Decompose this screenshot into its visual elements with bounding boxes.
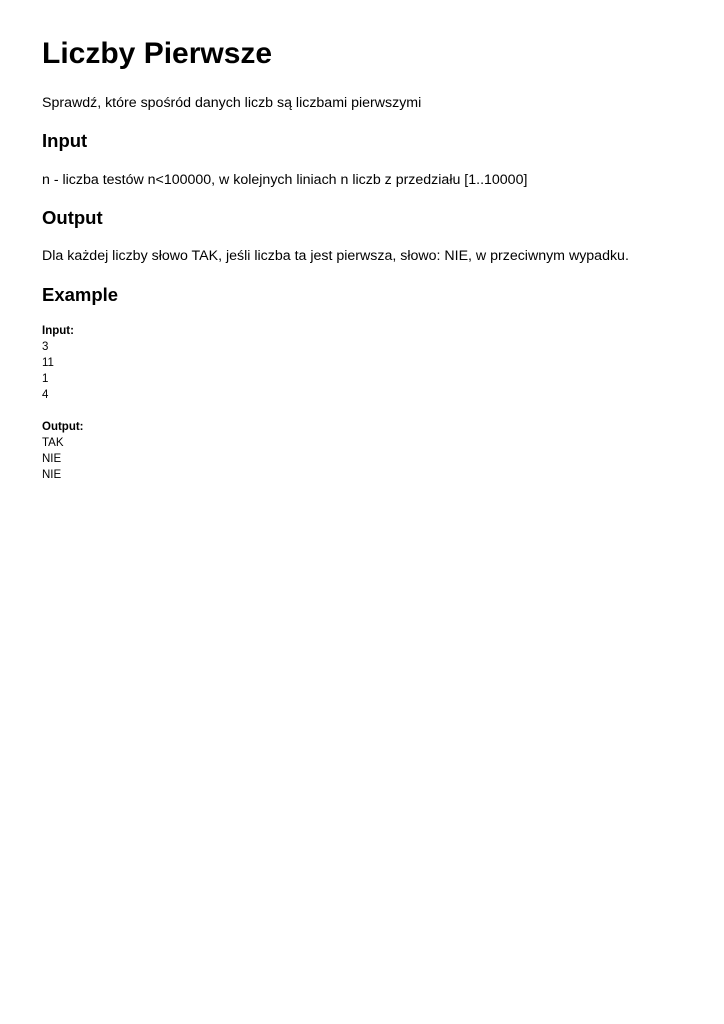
example-block [42, 323, 84, 483]
output-description: Dla każdej liczby słowo TAK, jeśli liczba ta jest pierwsza, słowo: NIE, w przeciwnym wypadku. [42, 248, 629, 264]
example-spacer [42, 403, 84, 419]
page-title: Liczby Pierwsze [42, 37, 273, 70]
output-heading: Output [42, 207, 103, 228]
input-description: n - liczba testów n<100000, w kolejnych liniach n liczb z przedziału [1..10000] [42, 172, 528, 188]
example-input-line: 4 [42, 389, 49, 401]
example-output-line: NIE [42, 453, 62, 465]
example-output-line: NIE [42, 469, 62, 481]
example-input-label: Input: [42, 325, 74, 337]
example-input-line: 11 [42, 357, 54, 369]
intro-text: Sprawdź, które spośród danych liczb są liczbami pierwszymi [42, 95, 422, 111]
example-output-line: TAK [42, 437, 64, 449]
example-heading: Example [42, 284, 119, 305]
example-input-line: 3 [42, 341, 49, 353]
example-output-label: Output: [42, 421, 84, 433]
example-input-line: 1 [42, 373, 49, 385]
input-heading: Input [42, 130, 88, 151]
